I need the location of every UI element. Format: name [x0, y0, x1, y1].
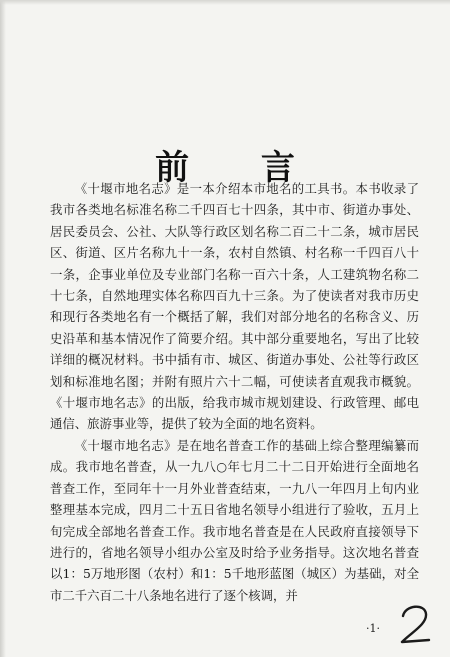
page-title: 前 言	[155, 147, 325, 188]
body-text	[50, 178, 419, 606]
paragraph-intro: 《十堰市地名志》是一本介绍本市地名的工具书。本书收录了我市各类地名标准名称二千四百七十四条，其中市、街道办事处、居民委员会、公社、大队等行政区划名称二百二十二条，城市居民区、街道、区片名称九十一条，农村自然镇、村名称一千四百八十一条，企事业单位及专业部门名称一百六十条，人工建筑物名称二十七条，自然地理实体名称四百九十三条。为了使读者对我市历史和现行各类地名有一个概括了解，我们对部分地名的名称含义、历史沿革和基本情况作了简要介绍。其中部分重要地名，写出了比较详细的概况材料。书中插有市、城区、街道办事处、公社等行政区划和标准地名图；并附有照片六十二幅，可使读者直观我市概貌。《十堰市地名志》的出版，给我市城市规划建设、行政管理、邮电通信、旅游事业等，提供了较为全面的地名资料。	[50, 181, 419, 432]
handwritten-page-mark	[396, 600, 434, 648]
scan-shadow-left	[0, 0, 6, 657]
scan-shadow-top	[0, 0, 450, 5]
page-number: ·1·	[366, 622, 380, 635]
paragraph-survey: 《十堰市地名志》是在地名普查工作的基础上综合整理编纂而成。我市地名普查，从一九八○年七月二十二日开始进行全面地名普查工作，至同年十一月外业普查结束，一九八一年四月上旬内业整理基本完成，四月二十五日省地名领导小组进行了验收，五月上旬完成全部地名普查工作。我市地名普查是在人民政府直接领导下进行的，省地名领导小组办公室及时给予业务指导。这次地名普查以1：5万地形图（农村）和1：5千地形蓝图（城区）为基础，对全市二千六百二十八条地名进行了逐个核调，并	[50, 437, 419, 603]
